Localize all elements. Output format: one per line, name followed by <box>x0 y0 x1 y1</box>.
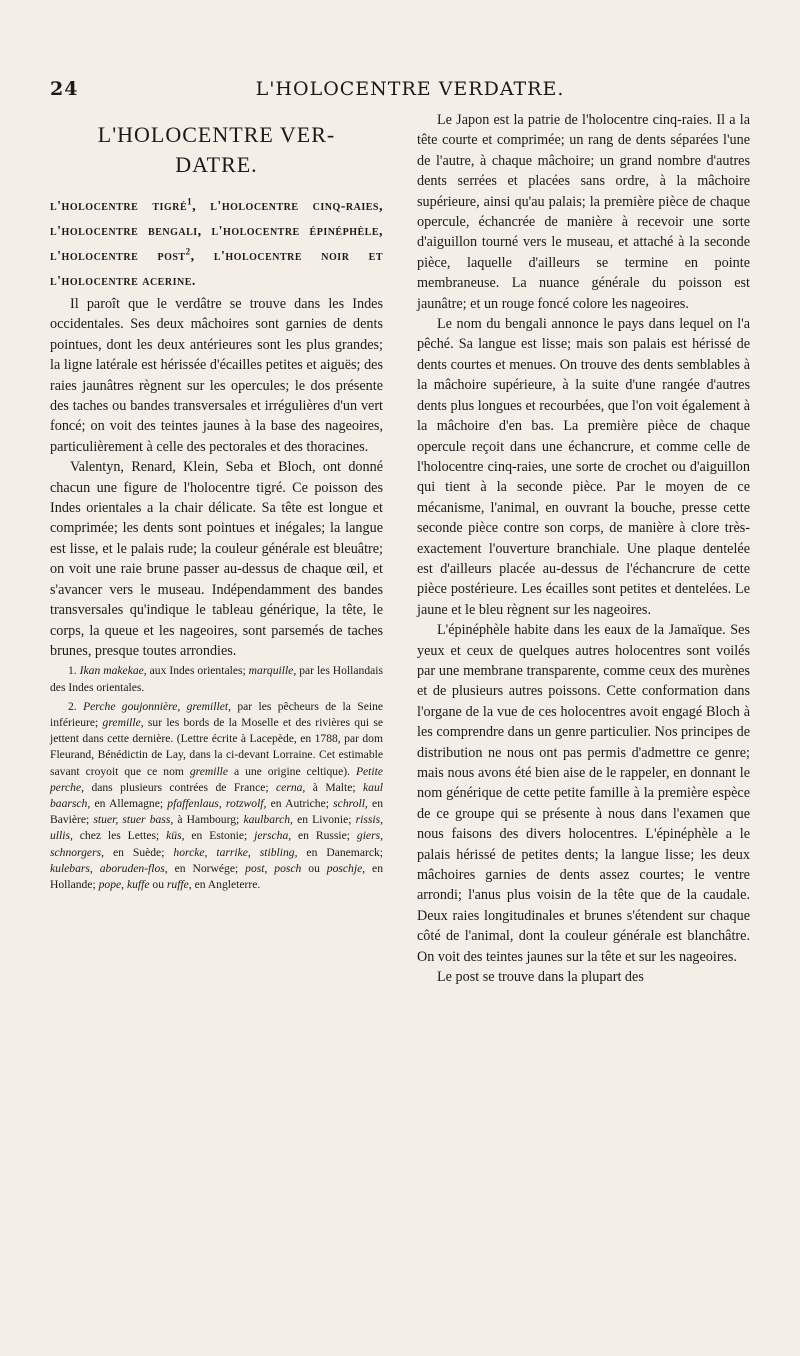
footnote-term: gremille, <box>102 715 144 729</box>
footnote-term: kulebars, aboruden-flos, <box>50 861 168 875</box>
footnote-term: cerna, <box>276 780 306 794</box>
footnote-text: aux Indes orientales; <box>146 664 249 678</box>
footnote-ref-1: 1 <box>187 196 193 207</box>
footnote-term: Ikan makekae, <box>79 664 147 678</box>
footnote-text: en Norwége; <box>167 861 246 875</box>
footnote-text: en Livonie; <box>292 813 356 827</box>
footnote-2 <box>50 699 383 893</box>
footnote-text: dans plusieurs contrées de France; <box>84 780 277 794</box>
footnote-term: gremille <box>189 764 229 778</box>
footnote-ref-2: 2 <box>185 246 191 257</box>
footnotes <box>50 663 383 893</box>
footnote-term: Perche goujonnière, gremillet, <box>83 699 231 713</box>
footnote-term: pope, kuffe <box>98 877 150 891</box>
running-header <box>50 78 770 108</box>
footnote-term: schroll, <box>333 796 368 810</box>
footnote-text: en Allemagne; <box>90 796 168 810</box>
paragraph-post: Le post se trouve dans la plupart des <box>437 969 644 986</box>
footnote-text: a une origine celtique). <box>228 764 356 778</box>
footnote-term: horcke, tarrike, stibling, <box>173 845 298 859</box>
left-column <box>50 110 383 896</box>
footnote-term: Petite perche, <box>50 764 383 794</box>
paragraph-verdatre: Il paroît que le verdâtre se trouve dans les Indes occidentales. Ses deux mâchoires sont garnies de dents pointues, dont les deux antérieures sont les plus grandes; la ligne latérale est hérissée d'écailles petites et aiguës; des raies jaunâtres règnent sur les opercules; le dos présente des taches ou bandes transversales et irrégulières d'un vert foncé; on voit des teintes jaunes à la base des nageoires, particulièrement à celle des pectorales et des thoracines. <box>50 296 383 455</box>
page-number: 24 <box>50 78 79 100</box>
footnote-text: à Hambourg; <box>173 813 244 827</box>
footnote-text: ou <box>301 861 327 875</box>
footnote-text: en Hollande; <box>50 861 383 891</box>
footnote-text: en Autriche; <box>266 796 334 810</box>
title-line-2: DATRE. <box>175 152 258 177</box>
footnote-text: en Estonie; <box>184 829 255 843</box>
subtitle-part-a: l'holocentre tigré <box>50 199 188 214</box>
footnote-text: en Suède; <box>104 845 174 859</box>
article-title <box>50 120 383 180</box>
footnote-text: par les Hollandais des Indes orientales. <box>50 664 384 694</box>
right-column <box>417 110 750 987</box>
paragraph-epinephele: L'épinéphèle habite dans les eaux de la Jamaïque. Ses yeux et ceux de quelques autres holocentres sont voilés par une membrane transparente, comme ceux des murènes et de plusieurs autres poissons. Cette conformation dans l'organe de la vue de ces holocentres avoit engagé Bloch à les comprendre dans un genre particulier. Nos principes de distribution ne nous ont pas permis d'admettre ce genre; mais nous avons été bien aise de le rappeler, en donnant le nom générique de cette petite famille à la première espèce de ce groupe qui se présente à nous dans l'examen que nous faisons des divers holocentres. L'épinéphèle a le palais hérissé de petites dents; la langue lisse; les deux mâchoires garnies de dents assez courtes; le ventre arrondi; l'anus plus voisin de la tête que de la caudale. Deux raies longitudinales et brunes s'étendent sur chaque côté de l'animal, dont la couleur générale est blanchâtre. On voit des teintes jaunes sur la tête et sur les nageoires. <box>417 622 750 965</box>
title-line-1: L'HOLOCENTRE VER- <box>97 122 336 147</box>
footnote-term: post, posch <box>245 861 302 875</box>
running-title: L'HOLOCENTRE VERDATRE. <box>255 78 565 100</box>
footnote-text: en Danemarck; <box>297 845 383 859</box>
footnote-term: ruffe, <box>166 877 192 891</box>
footnote-number: 2. <box>68 699 77 713</box>
footnote-text: chez les Lettes; <box>72 829 167 843</box>
footnote-term: kaul baarsch, <box>50 780 383 810</box>
subtitle-part-c: , l'holocentre noir et l'holocentre acerine. <box>50 249 383 289</box>
paragraph-bengali: Le nom du bengali annonce le pays dans lequel on l'a pêché. Sa langue est lisse; mais son palais est hérissé de dents courtes et menues. On trouve des dents semblables à la mâchoire supérieure, à la suite d'une rangée d'autres dents plus longues et recourbées, que l'on voit également à la mâchoire d'en bas. La première pièce de chaque opercule reçoit dans une échancrure, et comme celle de l'holocentre cinq-raies, une sorte de crochet ou d'aiguillon qui tient à la seconde pièce. Par le moyen de ce mécanisme, l'animal, en ouvrant la bouche, presse cette seconde pièce contre son corps, de manière à clore très-exactement l'ouverture branchiale. Une plaque dentelée est d'ailleurs placée au-dessus de l'échancrure de cette pièce postérieure. Les écailles sont petites et dentelées. Le jaune et le bleu règnent sur les nageoires. <box>417 316 750 618</box>
footnote-text: en Russie; <box>291 829 357 843</box>
footnote-number: 1. <box>68 664 77 678</box>
subtitle-part-b: , l'holocentre cinq-raies, l'holocentre bengali, l'holocentre épinéphèle, l'holocentre post <box>50 199 383 264</box>
footnote-1 <box>50 663 383 695</box>
paragraph-tigre: Valentyn, Renard, Klein, Seba et Bloch, ont donné chacun une figure de l'holocentre tigré. Ce poisson des Indes orientales a la chair délicate. Sa tête est longue et comprimée; les dents sont pointues et inégales; la langue est lisse, et le palais rude; la couleur générale est bleuâtre; on voit une raie brune passer au-dessus de chaque œil, et s'avancer vers le museau. Indépendamment des bandes transversales qu'indique le tableau générique, la tête, le corps, la queue et les nageoires, sont parsemés de taches brunes, presque toutes arrondies. <box>50 459 383 659</box>
footnote-term: stuer, stuer bass, <box>93 813 174 827</box>
footnote-text: sur les bords de la Moselle et des rivières qui se jettent dans cette dernière. (Lettre écrite à Lacepède, en 1788, par dom Fleurand, Bénédictin de Lay, dans la ci-devant Lorraine. Cet estimable savant croyoit que ce nom <box>50 715 383 778</box>
footnote-text: en Bavière; <box>50 796 383 827</box>
footnote-term: pfaffenlaus, rotzwolf, <box>167 796 267 810</box>
footnote-text: par les pêcheurs de la Seine inférieure; <box>50 699 384 729</box>
footnote-term: rissis, ullis, <box>50 813 383 843</box>
footnote-term: kaulbarch, <box>243 813 293 827</box>
article-subtitle <box>50 194 383 294</box>
footnote-term: giers, schnorgers, <box>50 829 383 859</box>
footnote-text: en Angleterre. <box>191 877 261 891</box>
paragraph-cinq-raies: Le Japon est la patrie de l'holocentre cinq-raies. Il a la tête courte et comprimée; un rang de dents séparées l'une de l'autre, à chaque mâchoire; un grand nombre d'autres dents serrées et placées sans ordre, à la mâchoire supérieure, ainsi qu'au palais; la première pièce de chaque opercule, échancrée de manière à recevoir une sorte d'aiguillon tourné vers le museau, et attaché à la seconde pièce, laquelle d'ailleurs se termine en pointe membraneuse. La nuance générale du poisson est jaunâtre; et un rouge foncé colore les nageoires. <box>417 112 750 312</box>
footnote-term: küs, <box>166 829 185 843</box>
footnote-term: jerscha, <box>254 829 292 843</box>
footnote-text: à Malte; <box>305 780 364 794</box>
footnote-term: marquille, <box>248 664 297 678</box>
footnote-text: ou <box>149 877 167 891</box>
footnote-term: poschje, <box>326 861 366 875</box>
